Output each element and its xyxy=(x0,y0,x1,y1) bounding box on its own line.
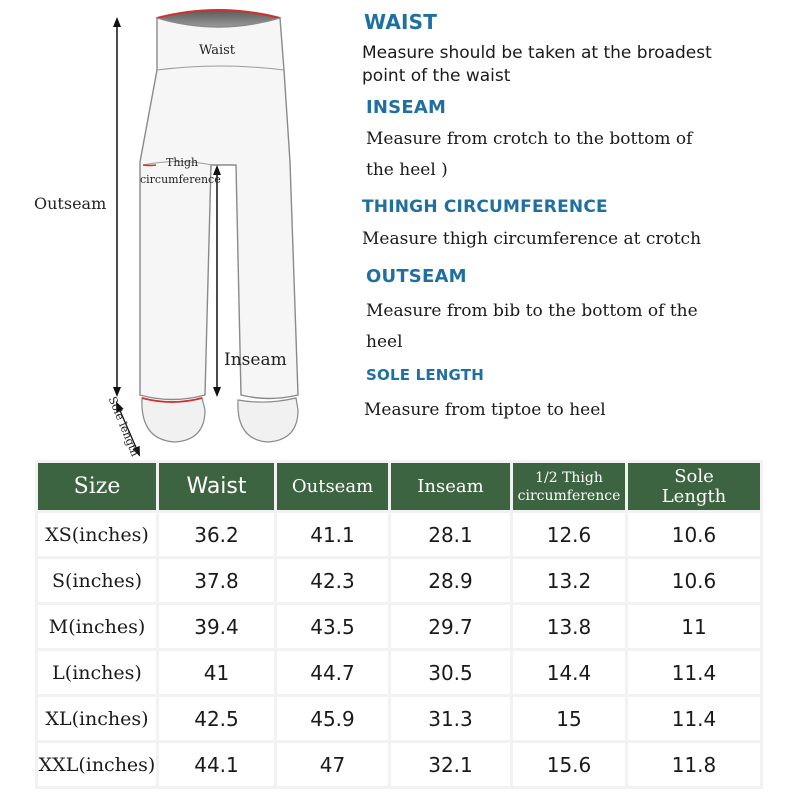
sole-length-label: Sole length xyxy=(105,394,142,459)
inseam-cell: 30.5 xyxy=(390,650,512,696)
sole-length-cell: 11 xyxy=(627,604,762,650)
thigh-cell: 15 xyxy=(512,696,627,742)
size-table xyxy=(35,460,763,789)
table-row xyxy=(37,558,762,604)
outseam-label: Outseam xyxy=(34,194,107,213)
sole-length-cell: 10.6 xyxy=(627,512,762,558)
sole-length-cell: 11.4 xyxy=(627,650,762,696)
inseam-cell: 31.3 xyxy=(390,696,512,742)
sole-length-text-line1: Measure from tiptoe to heel xyxy=(364,400,606,420)
table-row xyxy=(37,696,762,742)
waist-text-line1: Measure should be taken at the broadest xyxy=(362,43,712,63)
column-header-size: Size xyxy=(37,462,158,512)
thigh-text-line1: Measure thigh circumference at crotch xyxy=(362,229,702,249)
waist-cell: 36.2 xyxy=(158,512,276,558)
outseam-text-line2: heel xyxy=(366,332,403,352)
outseam-cell: 47 xyxy=(276,742,390,788)
sole-length-cell: 11.4 xyxy=(627,696,762,742)
size-cell: XS(inches) xyxy=(37,512,158,558)
sole-length-cell: 10.6 xyxy=(627,558,762,604)
thigh-cell: 14.4 xyxy=(512,650,627,696)
waist-cell: 39.4 xyxy=(158,604,276,650)
outseam-cell: 41.1 xyxy=(276,512,390,558)
outseam-cell: 45.9 xyxy=(276,696,390,742)
inseam-cell: 28.1 xyxy=(390,512,512,558)
header-row xyxy=(37,462,762,512)
waist-label: Waist xyxy=(199,43,236,58)
thigh-cell: 13.8 xyxy=(512,604,627,650)
size-cell: XL(inches) xyxy=(37,696,158,742)
table-row xyxy=(37,512,762,558)
inseam-cell: 32.1 xyxy=(390,742,512,788)
thigh-label-line1: Thigh xyxy=(166,156,199,169)
inseam-heading: INSEAM xyxy=(366,97,447,118)
waist-cell: 44.1 xyxy=(158,742,276,788)
column-header-half-thigh: 1/2 Thigh circumference xyxy=(512,462,627,512)
waist-heading: WAIST xyxy=(364,10,438,34)
column-header-inseam: Inseam xyxy=(390,462,512,512)
thigh-cell: 13.2 xyxy=(512,558,627,604)
table-row xyxy=(37,742,762,788)
size-cell: S(inches) xyxy=(37,558,158,604)
outseam-cell: 42.3 xyxy=(276,558,390,604)
column-header-waist: Waist xyxy=(158,462,276,512)
thigh-label-line2: circumference xyxy=(140,173,221,186)
column-header-sole-length: Sole Length xyxy=(627,462,762,512)
outseam-cell: 44.7 xyxy=(276,650,390,696)
inseam-text-line1: Measure from crotch to the bottom of xyxy=(366,129,693,149)
outseam-text-line1: Measure from bib to the bottom of the xyxy=(366,301,698,321)
sole-length-heading: SOLE LENGTH xyxy=(366,366,484,384)
size-cell: XXL(inches) xyxy=(37,742,158,788)
size-cell: M(inches) xyxy=(37,604,158,650)
column-header-outseam: Outseam xyxy=(276,462,390,512)
size-chart xyxy=(35,460,760,789)
waist-cell: 41 xyxy=(158,650,276,696)
outseam-cell: 43.5 xyxy=(276,604,390,650)
inseam-cell: 28.9 xyxy=(390,558,512,604)
inseam-label: Inseam xyxy=(224,350,287,370)
table-row xyxy=(37,604,762,650)
thigh-heading: THINGH CIRCUMFERENCE xyxy=(362,197,608,217)
waist-cell: 37.8 xyxy=(158,558,276,604)
outseam-heading: OUTSEAM xyxy=(366,266,467,287)
size-cell: L(inches) xyxy=(37,650,158,696)
thigh-cell: 15.6 xyxy=(512,742,627,788)
thigh-cell: 12.6 xyxy=(512,512,627,558)
inseam-cell: 29.7 xyxy=(390,604,512,650)
table-row xyxy=(37,650,762,696)
sole-length-cell: 11.8 xyxy=(627,742,762,788)
inseam-text-line2: the heel ) xyxy=(366,160,448,180)
waist-cell: 42.5 xyxy=(158,696,276,742)
waist-text-line2: point of the waist xyxy=(362,66,511,86)
